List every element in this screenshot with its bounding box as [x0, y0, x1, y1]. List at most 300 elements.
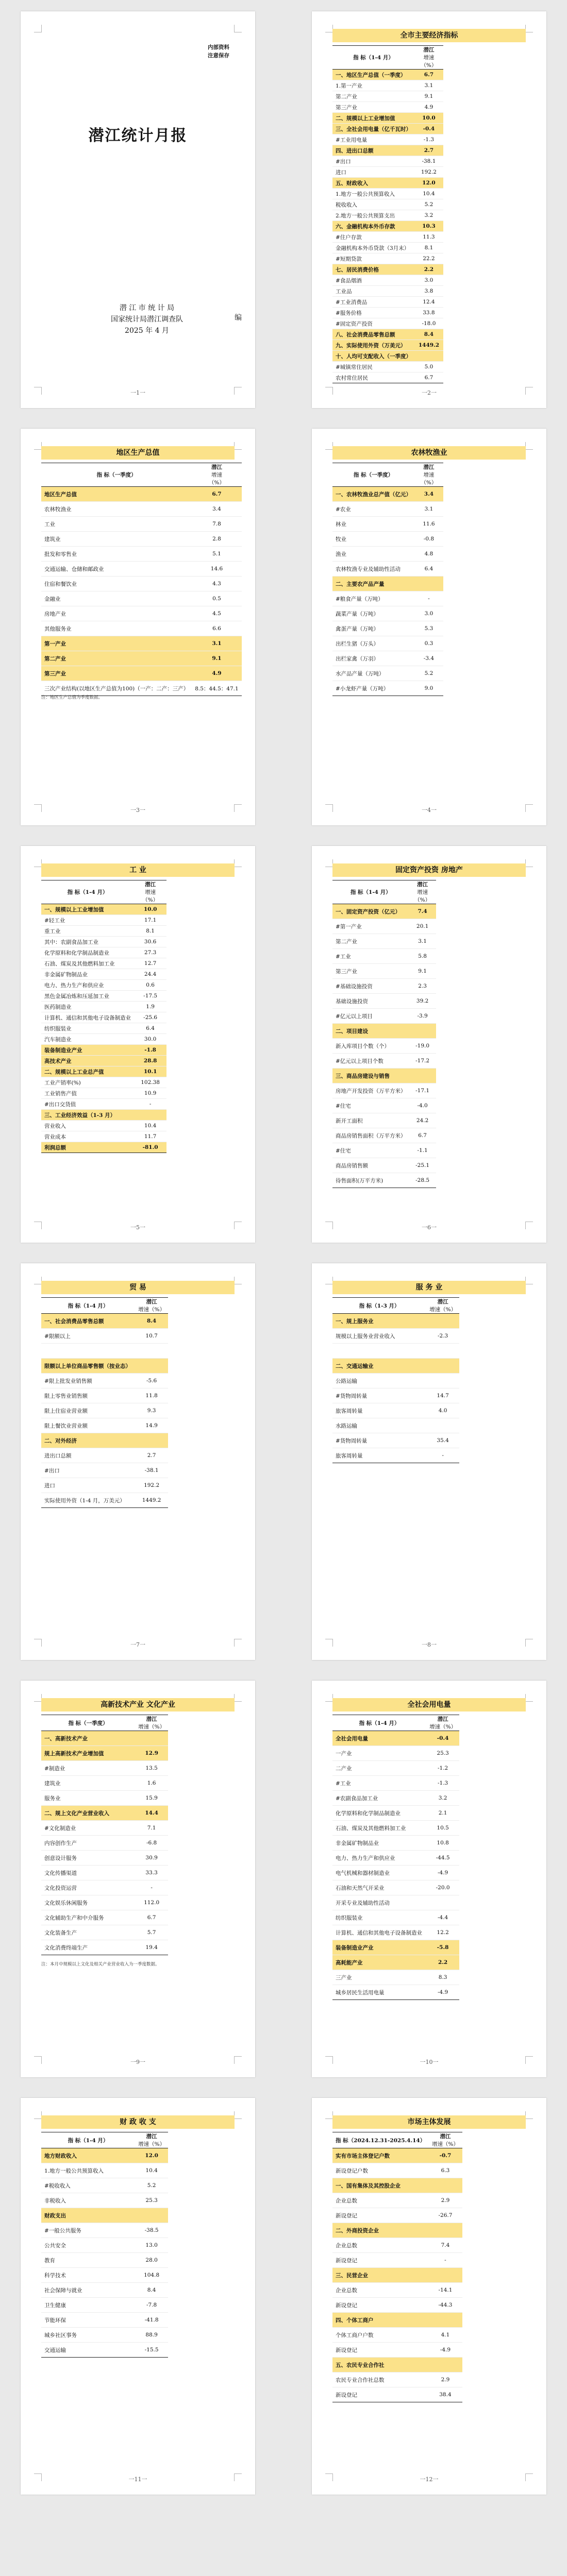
table-row [332, 964, 436, 979]
crop-mark [34, 25, 42, 32]
indicator-name: 林业 [332, 517, 414, 532]
indicator-name: 进口 [332, 167, 414, 178]
indicator-value: 10.4 [135, 2163, 168, 2178]
indicator-name: #食品烟酒 [332, 275, 414, 286]
indicator-value: 13.0 [135, 2238, 168, 2253]
indicator-value: 9.3 [135, 1403, 168, 1418]
indicator-name: 工业品 [332, 286, 414, 297]
indicator-value: 8.4 [414, 329, 443, 340]
table-row [332, 1314, 459, 1329]
table-row [332, 919, 436, 934]
table-row [41, 1388, 168, 1403]
page-title: 服 务 业 [332, 1281, 526, 1294]
indicator-value: -1.3 [426, 1776, 459, 1791]
indicator-value: 102.38 [134, 1077, 166, 1088]
indicator-name: 农林牧渔业 [41, 502, 192, 517]
indicator-value: -25.6 [134, 1012, 166, 1023]
indicator-name: 文化投资运营 [41, 1880, 135, 1895]
indicator-name: 新设登记 [332, 2343, 428, 2358]
indicator-name: #税收收入 [41, 2178, 135, 2193]
indicator-value: 12.0 [135, 2148, 168, 2163]
indicator-name: 1.地方一般公共预算收入 [41, 2163, 135, 2178]
indicator-name: 出栏家禽（万羽） [332, 651, 414, 666]
table-row [332, 2223, 462, 2238]
table-row [41, 947, 166, 958]
indicator-name: #工业 [332, 949, 409, 964]
column-header-indicator: 指 标（1-4 月） [41, 880, 134, 904]
indicator-value: 2.9 [428, 2372, 462, 2387]
table-row [332, 329, 443, 340]
column-header-growth: 增速（%） [429, 1724, 457, 1730]
table-row [332, 1746, 459, 1761]
table-row [332, 113, 443, 124]
table-row [332, 517, 443, 532]
page-number: 一8一 [422, 1641, 437, 1648]
column-header-value [426, 1298, 459, 1314]
indicator-table [332, 463, 443, 696]
indicator-name: 三产业 [332, 1970, 426, 1985]
crop-mark [525, 2111, 533, 2119]
indicator-name: 金融机构本外币贷款（3月末） [332, 243, 414, 253]
indicator-name: #城镇常住居民 [332, 362, 414, 372]
indicator-value [135, 1344, 168, 1359]
table-row [41, 1806, 168, 1821]
report-page [21, 1681, 255, 2077]
table-row [41, 1045, 166, 1056]
indicator-name: 旅客周转量 [332, 1448, 426, 1463]
indicator-name: 四、个体工商户 [332, 2313, 428, 2328]
indicator-name: #货物周转量 [332, 1433, 426, 1448]
table-row [332, 502, 443, 517]
table-row [41, 1925, 168, 1940]
indicator-name: #小龙虾产量（万吨） [332, 681, 414, 696]
indicator-value: -15.5 [135, 2343, 168, 2358]
indicator-name: 农林牧渔专业及辅助性活动 [332, 562, 414, 577]
table-row [332, 1069, 436, 1083]
table-row [41, 1099, 166, 1110]
table-row [332, 1955, 459, 1970]
table-row [41, 2283, 168, 2298]
page-number: 一3一 [130, 807, 145, 814]
indicator-table [332, 880, 436, 1188]
table-row [41, 2148, 168, 2163]
report-page [312, 846, 546, 1243]
indicator-name: 文化辅助生产和中介服务 [41, 1910, 135, 1925]
indicator-value: 14.6 [192, 562, 241, 577]
column-header-indicator: 指 标（一季度） [41, 1715, 135, 1731]
indicator-value: -3.4 [414, 651, 443, 666]
table-row [332, 2178, 462, 2193]
indicator-name: 农村常住居民 [332, 372, 414, 383]
indicator-value: 0.3 [414, 636, 443, 651]
indicator-value: 5.3 [414, 621, 443, 636]
indicator-name: 节能环保 [41, 2313, 135, 2328]
indicator-name: 农民专业合作社总数 [332, 2372, 428, 2387]
indicator-value: 88.9 [135, 2328, 168, 2343]
indicator-name: 新设登记 [332, 2298, 428, 2313]
table-row [41, 2343, 168, 2358]
column-header-unit: （%） [208, 480, 225, 486]
indicator-value: -26.7 [428, 2208, 462, 2223]
table-row [41, 1463, 168, 1478]
indicator-value: 6.7 [414, 70, 443, 80]
indicator-value: 6.4 [134, 1023, 166, 1034]
indicator-name: #农业 [332, 502, 414, 517]
table-row [41, 2328, 168, 2343]
column-header-value [135, 2132, 168, 2148]
indicator-value: 4.5 [192, 606, 241, 621]
crop-mark [234, 1694, 242, 1702]
indicator-value: -0.7 [428, 2148, 462, 2163]
indicator-name: #农副食品加工业 [332, 1791, 426, 1806]
report-page [21, 2098, 255, 2495]
indicator-name: 重工业 [41, 926, 134, 937]
table-row [41, 1110, 166, 1121]
indicator-value: -41.8 [135, 2313, 168, 2328]
table-row [41, 980, 166, 991]
indicator-name: #服务价格 [332, 308, 414, 318]
column-header-indicator: 指 标（1-4 月） [41, 2132, 135, 2148]
indicator-value: 12.4 [414, 297, 443, 308]
indicator-value: 2.9 [428, 2193, 462, 2208]
indicator-value: -0.4 [414, 124, 443, 134]
indicator-name: 公路运输 [332, 1374, 426, 1388]
indicator-name: 限上零售业销售额 [41, 1388, 135, 1403]
indicator-name: #轻工业 [41, 915, 134, 926]
indicator-value: 22.2 [414, 253, 443, 264]
table-row [332, 2238, 462, 2253]
table-row [332, 1895, 459, 1910]
table-row [41, 562, 242, 577]
table-row [41, 532, 242, 547]
indicator-name: #基础设施投资 [332, 979, 409, 994]
page-number: 一9一 [130, 2059, 145, 2065]
indicator-value: 5.8 [409, 949, 436, 964]
indicator-name: #粮食产量（万吨） [332, 591, 414, 606]
table-row [41, 1478, 168, 1493]
indicator-name: 二、主要农产品产量 [332, 577, 414, 591]
table-row [332, 994, 436, 1009]
table-row [41, 1880, 168, 1895]
column-header-growth: 增速（%） [138, 1307, 165, 1313]
table-row [41, 666, 242, 681]
indicator-value: 2.8 [192, 532, 241, 547]
indicator-value: 2.2 [414, 264, 443, 275]
indicator-value [426, 1359, 459, 1374]
indicator-value: 8.3 [426, 1970, 459, 1985]
indicator-value: 13.5 [135, 1761, 168, 1776]
indicator-value: -81.0 [134, 1142, 166, 1153]
indicator-name: #限上批发业销售额 [41, 1374, 135, 1388]
column-header-growth: 增速（%） [138, 2141, 165, 2147]
indicator-name: 三、民营企业 [332, 2268, 428, 2283]
table-row [332, 2163, 462, 2178]
column-header-indicator: 指 标（1-4 月） [332, 880, 409, 904]
indicator-value: 4.0 [426, 1403, 459, 1418]
column-header-unit: （%） [142, 897, 159, 903]
indicator-value: 10.7 [135, 1329, 168, 1344]
table-row [332, 979, 436, 994]
table-row [332, 562, 443, 577]
table-row [332, 1761, 459, 1776]
report-page [312, 1681, 546, 2077]
table-row [41, 1023, 166, 1034]
table-row [332, 1433, 459, 1448]
table-row [332, 1403, 459, 1418]
indicator-name: 实际使用外资（1-4 月，万美元） [41, 1493, 135, 1508]
indicator-name: 文化传播渠道 [41, 1866, 135, 1880]
indicator-name: 商品房销售面积（万平方米） [332, 1128, 409, 1143]
indicator-name: 教育 [41, 2253, 135, 2268]
indicator-value: 192.2 [414, 167, 443, 178]
table-header-row [41, 1715, 168, 1731]
indicator-name: 文化消费终端生产 [41, 1940, 135, 1955]
indicator-name: 二、交通运输业 [332, 1359, 426, 1374]
page-title: 全市主要经济指标 [332, 29, 526, 42]
indicator-table [332, 1715, 459, 2000]
indicator-value: 10.0 [414, 113, 443, 124]
indicator-name: 规上高新技术产业增加值 [41, 1746, 135, 1761]
indicator-value: -18.0 [414, 318, 443, 329]
indicator-name: 三、工业经济效益（1-3 月） [41, 1110, 134, 1121]
indicator-value: -28.5 [409, 1173, 436, 1188]
indicator-name: #住宅 [332, 1098, 409, 1113]
column-header-region: 潜江 [437, 1299, 448, 1305]
table-row [41, 1418, 168, 1433]
table-row [332, 253, 443, 264]
indicator-value: 2.2 [426, 1955, 459, 1970]
crop-mark [325, 442, 333, 450]
indicator-value [414, 577, 443, 591]
indicator-name: #出口 [41, 1463, 135, 1478]
indicator-value [134, 1110, 166, 1121]
indicator-name: #工业用电量 [332, 134, 414, 145]
indicator-value: -4.9 [428, 2343, 462, 2358]
table-row [41, 1088, 166, 1099]
table-row [41, 651, 242, 666]
table-row [332, 934, 436, 949]
table-row [41, 1359, 168, 1374]
table-row [41, 2238, 168, 2253]
table-header-row [332, 46, 443, 70]
indicator-name: 文化娱乐休闲服务 [41, 1895, 135, 1910]
table-row [41, 1731, 168, 1746]
indicator-name: 进口 [41, 1478, 135, 1493]
indicator-name: 纺织服装业 [41, 1023, 134, 1034]
indicator-name: 二、规模以上工业增加值 [332, 113, 414, 124]
indicator-name: 科学技术 [41, 2268, 135, 2283]
indicator-value: -44.5 [426, 1851, 459, 1866]
issuer-line: 2025 年 4 月 [125, 327, 169, 335]
crop-mark [325, 2111, 333, 2119]
indicator-value: 4.1 [428, 2328, 462, 2343]
indicator-name: 非金属矿物制品业 [41, 969, 134, 980]
indicator-name: 城乡社区事务 [41, 2328, 135, 2343]
indicator-value: 28.0 [135, 2253, 168, 2268]
column-header-region: 潜江 [437, 1716, 448, 1722]
indicator-value: 10.1 [134, 1066, 166, 1077]
indicator-value: 8.1 [134, 926, 166, 937]
indicator-value: 14.4 [135, 1806, 168, 1821]
table-row [332, 1173, 436, 1188]
table-row [332, 1098, 436, 1113]
table-row [332, 904, 436, 919]
indicator-name: 第三产业 [332, 102, 414, 113]
indicator-value: -2.3 [426, 1329, 459, 1344]
footnote: 注：地区生产总值为季度数据。 [41, 695, 103, 700]
indicator-value: 3.1 [414, 80, 443, 91]
table-row [41, 2298, 168, 2313]
indicator-name: 一、国有集体及其控股企业 [332, 2178, 428, 2193]
indicator-value [135, 1433, 168, 1448]
table-row [41, 1034, 166, 1045]
column-header-value [428, 2132, 462, 2148]
indicator-name: 二、规上文化产业营业收入 [41, 1806, 135, 1821]
indicator-value: 30.9 [135, 1851, 168, 1866]
table-row [332, 275, 443, 286]
indicator-name: 第三产业 [41, 666, 192, 681]
indicator-name: 交通运输 [41, 2343, 135, 2358]
indicator-name: #出口交货值 [41, 1099, 134, 1110]
indicator-value: -19.0 [409, 1039, 436, 1054]
table-row [332, 1039, 436, 1054]
indicator-value: 3.1 [414, 502, 443, 517]
indicator-value: 38.4 [428, 2387, 462, 2402]
page-number: 一6一 [422, 1224, 437, 1231]
indicator-value: 14.7 [426, 1388, 459, 1403]
indicator-value: -1.8 [134, 1045, 166, 1056]
indicator-name: 住宿和餐饮业 [41, 577, 192, 591]
indicator-name: #工业 [332, 1776, 426, 1791]
indicator-name: 高技术产业 [41, 1056, 134, 1066]
indicator-name: 批发和零售业 [41, 547, 192, 562]
indicator-value [428, 2223, 462, 2238]
table-row [41, 969, 166, 980]
indicator-name: 建筑业 [41, 532, 192, 547]
indicator-value: 3.1 [192, 636, 241, 651]
indicator-name: 地区生产总值 [41, 487, 192, 502]
indicator-value: 5.2 [414, 666, 443, 681]
table-row [41, 937, 166, 947]
indicator-name: 装备制造业产业 [41, 1045, 134, 1056]
column-header-region: 潜江 [423, 464, 435, 470]
table-row [41, 2193, 168, 2208]
table-row [332, 636, 443, 651]
indicator-name: 电气机械和器材制造业 [332, 1866, 426, 1880]
column-header-indicator: 指 标（2024.12.31-2025.4.14） [332, 2132, 428, 2148]
issuer-line: 国家统计局潜江调查队 [111, 315, 183, 324]
indicator-name: #短期贷款 [332, 253, 414, 264]
table-row [41, 915, 166, 926]
table-row [41, 547, 242, 562]
table-row [41, 904, 166, 915]
table-row [332, 372, 443, 383]
indicator-table [41, 1715, 168, 1955]
table-row [332, 1388, 459, 1403]
indicator-name: 十、人均可支配收入（一季度） [332, 351, 414, 362]
table-row [332, 1054, 436, 1069]
indicator-name: 社会保障与就业 [41, 2283, 135, 2298]
indicator-name: 三、商品房建设与销售 [332, 1069, 409, 1083]
page-number: 一11一 [128, 2476, 147, 2483]
indicator-name: 进出口总额 [41, 1448, 135, 1463]
indicator-value: 17.1 [134, 915, 166, 926]
indicator-value: -17.2 [409, 1054, 436, 1069]
table-row [332, 2268, 462, 2283]
table-row [332, 1806, 459, 1821]
indicator-value: -5.6 [135, 1374, 168, 1388]
column-header-region: 潜江 [146, 1716, 157, 1722]
table-row [41, 636, 242, 651]
table-row [41, 1836, 168, 1851]
indicator-name: 出栏生猪（万头） [332, 636, 414, 651]
column-header-value [426, 1715, 459, 1731]
crop-mark [525, 1277, 533, 1284]
indicator-name: 个体工商户户数 [332, 2328, 428, 2343]
column-header-value [414, 46, 443, 70]
indicator-value: 7.8 [192, 517, 241, 532]
column-header-indicator: 指 标（1-4 月） [332, 1715, 426, 1731]
table-row [332, 1344, 459, 1359]
table-row [332, 1866, 459, 1880]
crop-mark [234, 25, 242, 32]
indicator-name: 二产业 [332, 1761, 426, 1776]
crop-mark [34, 1694, 42, 1702]
indicator-table [332, 45, 443, 383]
table-row [332, 1009, 436, 1024]
table-row [332, 1374, 459, 1388]
column-header-indicator: 指 标（一季度） [332, 463, 414, 487]
column-header-value [414, 463, 443, 487]
indicator-name: 五、财政收入 [332, 178, 414, 189]
indicator-value: 12.7 [134, 958, 166, 969]
table-row [332, 1910, 459, 1925]
table-row [332, 1448, 459, 1463]
indicator-value [426, 1374, 459, 1388]
indicator-name: 旅客周转量 [332, 1403, 426, 1418]
indicator-value: 12.2 [426, 1925, 459, 1940]
page-title: 农林牧渔业 [332, 446, 526, 460]
table-row [41, 1056, 166, 1066]
table-row [332, 487, 443, 502]
table-row [332, 308, 443, 318]
table-row [41, 958, 166, 969]
indicator-name: 待售面积(万平方米) [332, 1173, 409, 1188]
indicator-value: 3.2 [426, 1791, 459, 1806]
table-row [332, 167, 443, 178]
indicator-name: 营业成本 [41, 1131, 134, 1142]
table-row [41, 1403, 168, 1418]
indicator-value [409, 1069, 436, 1083]
indicator-name: 企业总数 [332, 2283, 428, 2298]
indicator-value: 4.9 [414, 102, 443, 113]
table-row [332, 156, 443, 167]
table-row [332, 2313, 462, 2328]
table-row [41, 517, 242, 532]
table-header-row [332, 2132, 462, 2148]
indicator-name: 工业 [41, 517, 192, 532]
indicator-value: 24.4 [134, 969, 166, 980]
indicator-name: 六、金融机构本外币存款 [332, 221, 414, 232]
indicator-value: 14.9 [135, 1418, 168, 1433]
table-row [41, 2178, 168, 2193]
indicator-value: 10.9 [134, 1088, 166, 1099]
indicator-name: 化学原料和化学制品制造业 [332, 1806, 426, 1821]
indicator-value: 35.4 [426, 1433, 459, 1448]
indicator-name: 非金属矿物制品业 [332, 1836, 426, 1851]
indicator-name: 新入库项目个数（个） [332, 1039, 409, 1054]
indicator-name: 牧业 [332, 532, 414, 547]
